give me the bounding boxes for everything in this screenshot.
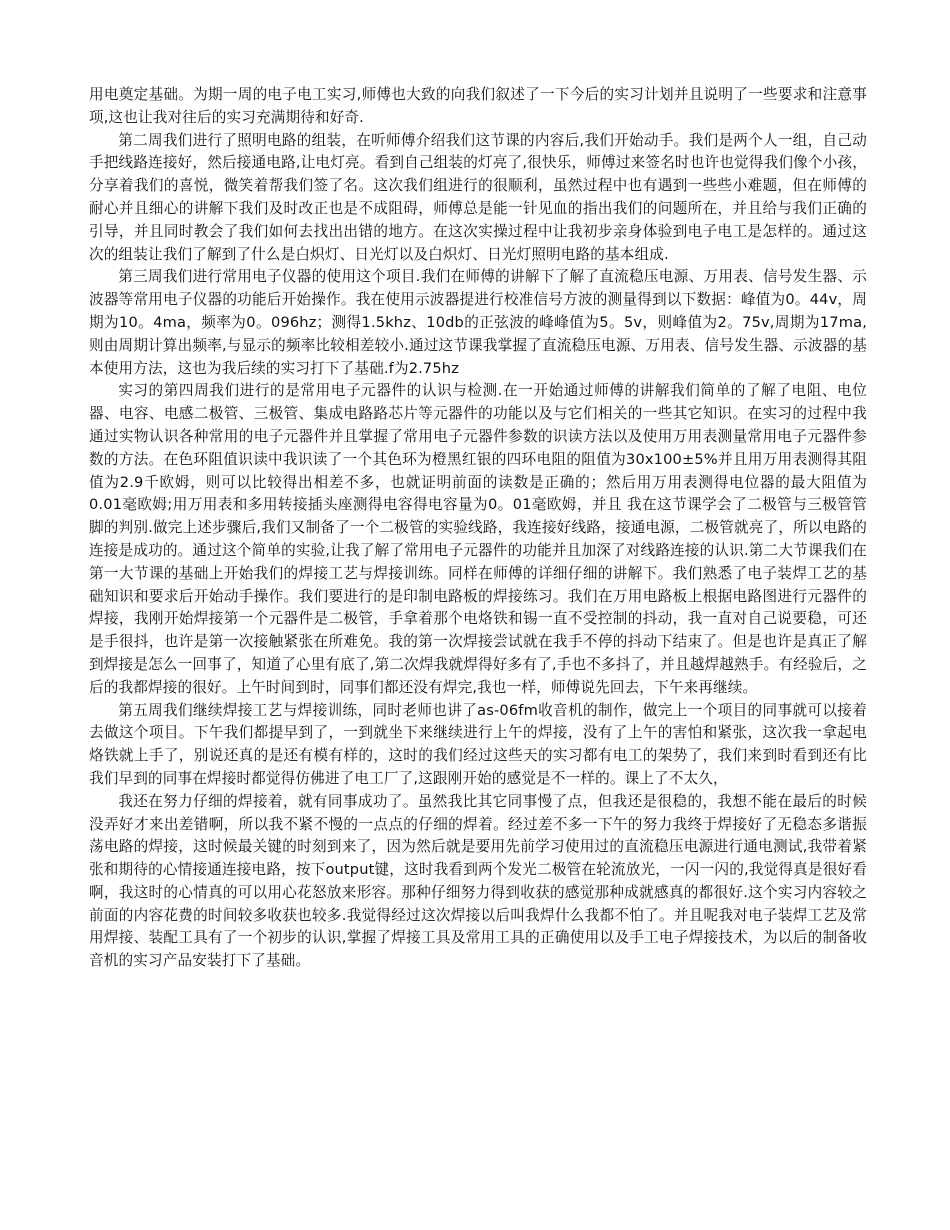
paragraph-week2-lighting-circuit: 第二周我们进行了照明电路的组装，在听师傅介绍我们这节课的内容后,我们开始动手。我们是两个人一组，自己动手把线路连接好，然后接通电路,让电灯亮。看到自己组装的灯亮了,很快乐，师傅过来签名时也许也觉得我们像个小孩，分享着我们的喜悦，微笑着帮我们签了名。这次我们组进行的很顺利，虽然过程中也有遇到一些些小难题，但在师傅的耐心并且细心的讲解下我们及时改正也是不成阻碍，师傅总是能一针见血的指出我们的问题所在，并且给与我们正确的引导，并且同时教会了我们如何去找出出错的地方。在这次实操过程中让我初步亲身体验到电子电工是怎样的。通过这次的组装让我们了解到了什么是白炽灯、日光灯以及白炽灯、日光灯照明电路的基本组成. <box>89 131 867 263</box>
paragraph-week5-result: 我还在努力仔细的焊接着，就有同事成功了。虽然我比其它同事慢了点，但我还是很稳的，我想不能在最后的时候没弄好才来出差错啊，所以我不紧不慢的一点点的仔细的焊着。经过差不多一下午的努力我终于焊接好了无稳态多谐振荡电路的焊接，这时候最关键的时刻到来了，因为然后就是要用先前学习使用过的直流稳压电源进行通电测试,我带着紧张和期待的心情接通连接电路，按下output键，这时我看到两个发光二极管在轮流放光，一闪一闪的,我觉得真是很好看啊，我这时的心情真的可以用心花怒放来形容。那种仔细努力得到收获的感觉那种成就感真的都很好.这个实习内容较之前面的内容花费的时间较多收获也较多.我觉得经过这次焊接以后叫我焊什么我都不怕了。并且呢我对电子装焊工艺及常用焊接、装配工具有了一个初步的认识,掌握了焊接工具及常用工具的正确使用以及手工电子焊接技术，为以后的制备收音机的实习产品安装打下了基础。 <box>89 792 867 970</box>
paragraph-week3-instruments: 第三周我们进行常用电子仪器的使用这个项目.我们在师傅的讲解下了解了直流稳压电源、万用表、信号发生器、示波器等常用电子仪器的功能后开始操作。我在使用示波器提进行校准信号方波的测量得到以下数据：峰值为0。44v，周期为10。4ma，频率为0。096hz；测得1.5khz、10db的正弦波的峰峰值为5。5v，则峰值为2。75v,周期为17ma,则由周期计算出频率,与显示的频率比较相差较小.通过这节课我掌握了直流稳压电源、万用表、信号发生器、示波器的基本使用方法，这也为我后续的实习打下了基础.f为2.75hz <box>89 268 867 377</box>
paragraph-week5-soldering: 第五周我们继续焊接工艺与焊接训练，同时老师也讲了as-06fm收音机的制作，做完上一个项目的同事就可以接着去做这个项目。下午我们都提早到了，一到就坐下来继续进行上午的焊接，没有了上午的害怕和紧张，这次我一拿起电烙铁就上手了，别说还真的是还有模有样的，这时的我们经过这些天的实习都有电工的架势了，我们来到时看到还有比我们早到的同事在焊接时都觉得仿佛进了电工厂了,这跟刚开始的感觉是不一样的。课上了不太久， <box>89 701 867 787</box>
document-body <box>89 84 867 973</box>
paragraph-week4-components: 实习的第四周我们进行的是常用电子元器件的认识与检测.在一开始通过师傅的讲解我们简单的了解了电阻、电位器、电容、电感二极管、三极管、集成电路路芯片等元器件的功能以及与它们相关的一些其它知识。在实习的过程中我通过实物认识各种常用的电子元器件并且掌握了常用电子元器件参数的识读方法以及使用万用表测量常用电子元器件参数的方法。在色环阻值识读中我识读了一个其色环为橙黑红银的四环电阻的阻值为30x100±5%并且用万用表测得其阻值为2.9千欧姆，则可以比较得出相差不多，也就证明前面的读数是正确的；然后用万用表测得电位器的最大阻值为0.01毫欧姆;用万用表和多用转接插头座测得电容得电容量为0。01毫欧姆，并且 我在这节课学会了二极管与三极管管脚的判别.做完上述步骤后,我们又制备了一个二极管的实验线路，我连接好线路，接通电源，二极管就亮了，所以电路的连接是成功的。通过这个简单的实验,让我了解了常用电子元器件的功能并且加深了对线路连接的认识.第二大节课我们在第一大节课的基础上开始我们的焊接工艺与焊接训练。同样在师傅的详细仔细的讲解下。我们熟悉了电子装焊工艺的基础知识和要求后开始动手操作。我们要进行的是印制电路板的焊接练习。我们在万用电路板上根据电路图进行元器件的焊接，我刚开始焊接第一个元器件是二极管，手拿着那个电烙铁和锡一直不受控制的抖动，我一直对自己说要稳，可还是手很抖，也许是第一次接触紧张在所难免。我的第一次焊接尝试就在我手不停的抖动下结束了。但是也许是真正了解到焊接是怎么一回事了，知道了心里有底了,第二次焊我就焊得好多有了,手也不多抖了，并且越焊越熟手。有经验后，之后的我都焊接的很好。上午时间到时，同事们都还没有焊完,我也一样，师傅说先回去，下午来再继续。 <box>89 382 867 696</box>
paragraph-week1-conclusion: 用电奠定基础。为期一周的电子电工实习,师傅也大致的向我们叙述了一下今后的实习计划并且说明了一些要求和注意事项,这也让我对往后的实习充满期待和好奇. <box>89 86 867 126</box>
